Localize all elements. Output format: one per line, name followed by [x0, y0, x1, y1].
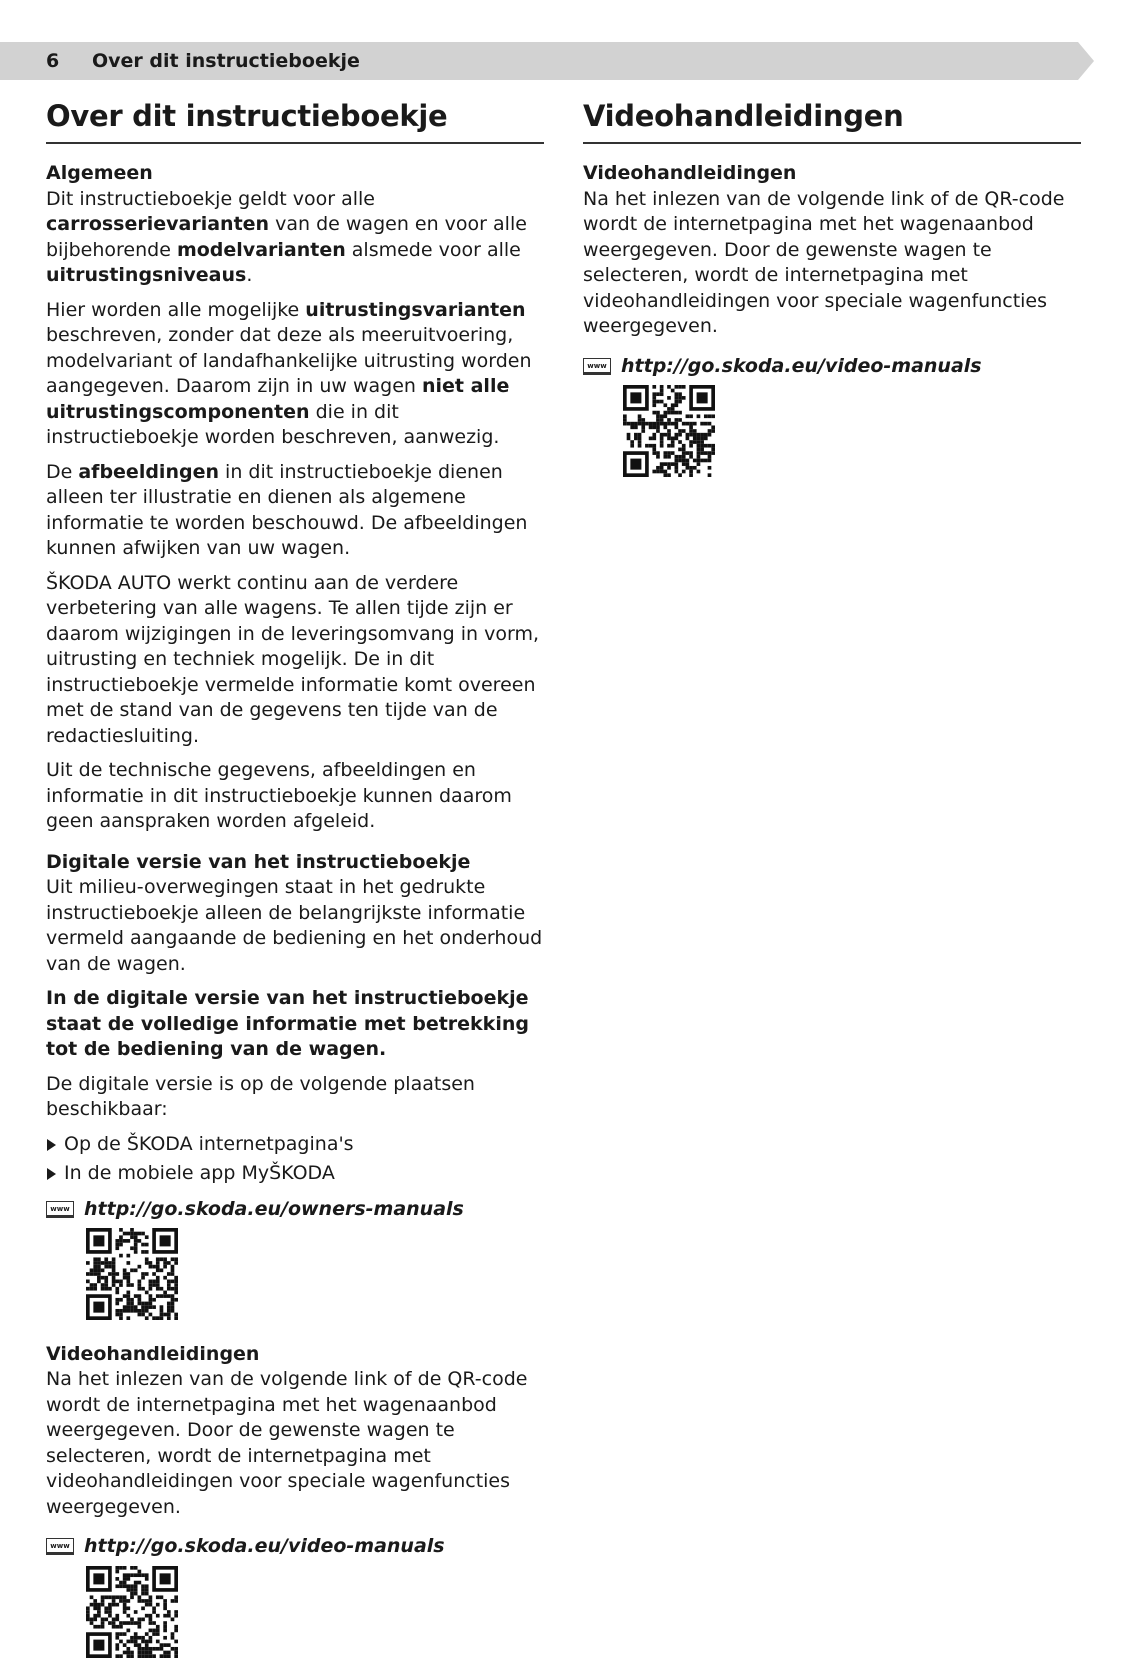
section-title: Over dit instructieboekje — [46, 96, 544, 144]
subheading-digital: Digitale versie van het instructieboekje — [46, 850, 471, 873]
paragraph: De digitale versie is op de volgende plaatsen beschikbaar: — [46, 1072, 475, 1120]
video-manuals-link[interactable] — [46, 1534, 544, 1560]
paragraph: ŠKODA AUTO werkt continu aan de verdere verbetering van alle wagens. Te allen tijde zijn er daarom wijzigingen in de leveringsomvang in vorm, uitrusting en techniek mogelijk. De in dit instructieboekje vermelde informatie komt overeen met de stand van de gegevens ten tijde van de redactiesluiting. — [46, 571, 540, 747]
paragraph: Uit milieu-overwegingen staat in het gedrukte instructieboekje alleen de belangrijkste informatie vermeld aangaande de bediening en het onderhoud van de wagen. — [46, 876, 543, 975]
list-item-text: Op de ŠKODA internetpagina's — [64, 1132, 354, 1155]
page-number: 6 — [46, 50, 60, 72]
paragraph: Uit de technische gegevens, afbeeldingen en informatie in dit instructieboekje kunnen daarom geen aanspraken worden afgeleid. — [46, 759, 512, 832]
subheading-video: Videohandleidingen — [46, 1342, 260, 1365]
link-text[interactable]: http://go.skoda.eu/video-manuals — [621, 354, 982, 377]
paragraph: Dit instructieboekje geldt voor alle carrosserievarianten van de wagen en voor alle bijbehorende modelvarianten alsmede voor alle uitrustingsniveaus. — [46, 187, 527, 286]
subheading-video: Videohandleidingen — [583, 162, 797, 184]
qr-code-icon[interactable] — [86, 1566, 178, 1658]
running-title: Over dit instructieboekje — [92, 50, 360, 72]
left-column — [46, 96, 544, 1679]
paragraph: Na het inlezen van de volgende link of de QR-code wordt de internetpagina met het wagenaanbod weergegeven. Door de gewenste wagen te selecteren, wordt de internetpagina met videohandleidingen voor speciale wagenfuncties weergegeven. — [583, 187, 1065, 337]
section-title: Videohandleidingen — [583, 96, 1081, 144]
list-item-text: In de mobiele app MyŠKODA — [64, 1162, 335, 1184]
paragraph: Hier worden alle mogelijke uitrustingsvarianten beschreven, zonder dat deze als meeruitvoering, modelvariant of landafhankelijke uitrusting worden aangegeven. Daarom zijn in uw wagen niet alle uitrustingscomponenten die in dit instructieboekje worden beschreven, aanwezig. — [46, 298, 532, 448]
subheading-general: Algemeen — [46, 162, 153, 184]
header-arrow — [1078, 42, 1094, 80]
www-link-icon: www — [46, 1201, 74, 1218]
link-text[interactable]: http://go.skoda.eu/owners-manuals — [84, 1197, 464, 1220]
qr-code-icon[interactable] — [86, 1228, 178, 1320]
triangle-bullet-icon — [47, 1168, 56, 1180]
list-item — [46, 1132, 544, 1158]
paragraph: Na het inlezen van de volgende link of de QR-code wordt de internetpagina met het wagenaanbod weergegeven. Door de gewenste wagen te selecteren, wordt de internetpagina met videohandleidingen voor speciale wagenfuncties weergegeven. — [46, 1368, 528, 1518]
paragraph: De afbeeldingen in dit instructieboekje dienen alleen ter illustratie en dienen als algemene informatie te worden beschouwd. De afbeeldingen kunnen afwijken van uw wagen. — [46, 460, 528, 559]
owners-manuals-link[interactable] — [46, 1197, 544, 1223]
right-column — [583, 96, 1081, 499]
triangle-bullet-icon — [47, 1139, 56, 1151]
link-text[interactable]: http://go.skoda.eu/video-manuals — [84, 1535, 445, 1557]
video-manuals-link[interactable] — [583, 354, 1081, 380]
paragraph: In de digitale versie van het instructieboekje staat de volledige informatie met betrekking tot de bediening van de wagen. — [46, 987, 529, 1060]
www-link-icon: www — [46, 1538, 74, 1555]
list-item — [46, 1161, 544, 1187]
availability-list — [46, 1132, 544, 1187]
qr-code-icon[interactable] — [623, 385, 715, 477]
www-link-icon: www — [583, 358, 611, 375]
